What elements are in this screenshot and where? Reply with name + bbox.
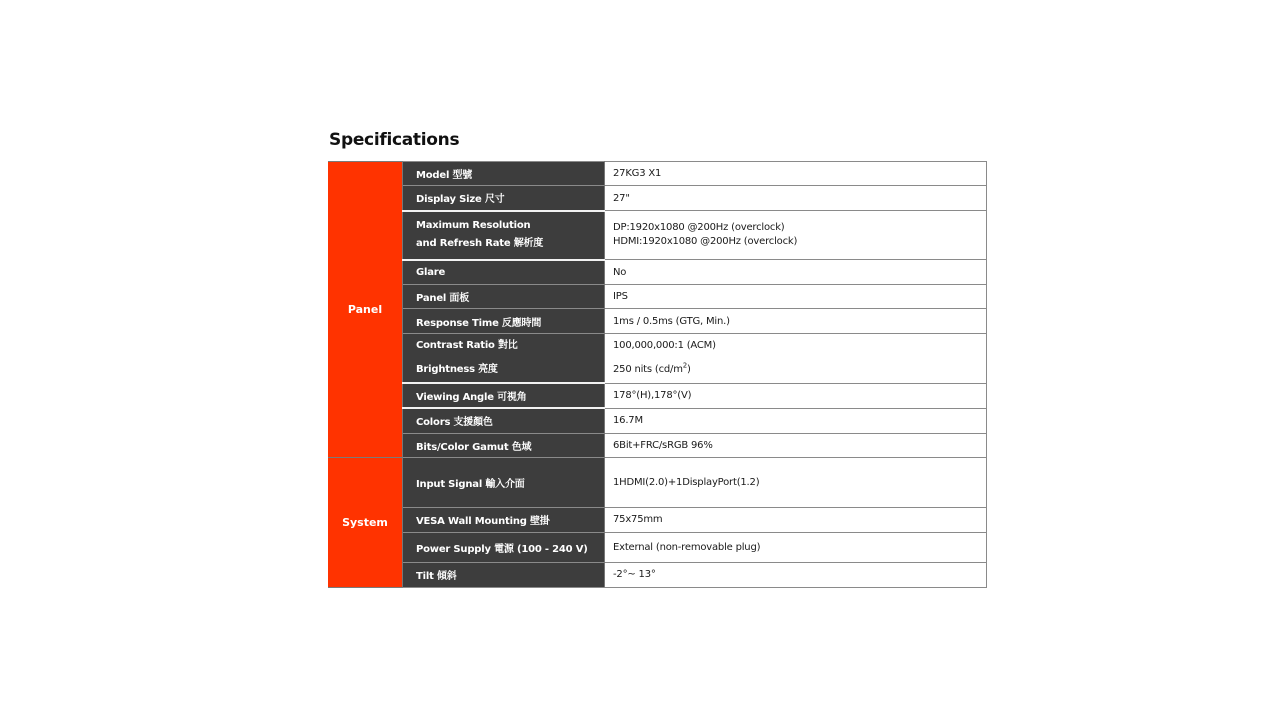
page-title: Specifications [329,130,460,150]
table-row [328,532,987,562]
table-row [328,260,987,285]
spec-value [605,211,987,260]
spec-value: 75x75mm [605,507,987,532]
table-row [328,162,987,186]
specifications-table [328,161,987,588]
spec-value: 27" [605,186,987,211]
spec-value: 6Bit+FRC/sRGB 96% [605,433,987,457]
spec-value: 27KG3 X1 [605,162,987,186]
spec-value: -2°~ 13° [605,562,987,587]
table-row [328,562,987,587]
spec-label: Viewing Angle 可視角 [403,383,605,408]
spec-value: 16.7M [605,408,987,433]
category-panel: Panel [328,162,403,458]
spec-value: External (non-removable plug) [605,532,987,562]
superscript: 2 [682,361,688,370]
spec-label: Bits/Color Gamut 色域 [403,433,605,457]
table-row [328,211,987,260]
brightness-value: 250 nits (cd/m [613,364,683,376]
table-row [328,383,987,408]
spec-label: Model 型號 [403,162,605,186]
spec-label: Tilt 傾斜 [403,562,605,587]
table-row [328,507,987,532]
spec-label: Power Supply 電源 (100 - 240 V) [403,532,605,562]
table-row [328,309,987,334]
category-system: System [328,457,403,587]
table-row [328,285,987,309]
spec-label-line: Contrast Ratio 對比 [416,340,518,351]
spec-label: Panel 面板 [403,285,605,309]
spec-label-line: and Refresh Rate 解析度 [416,238,544,249]
spec-value-line [613,358,986,382]
table-row [328,334,987,384]
spec-label: Glare [403,260,605,285]
spec-label: VESA Wall Mounting 壁掛 [403,507,605,532]
spec-value: 1ms / 0.5ms (GTG, Min.) [605,309,987,334]
spec-value-line: 100,000,000:1 (ACM) [613,340,716,352]
spec-value: 178°(H),178°(V) [605,383,987,408]
spec-value [605,334,987,384]
table-row [328,433,987,457]
spec-value-line: HDMI:1920x1080 @200Hz (overclock) [613,236,798,247]
spec-value: No [605,260,987,285]
spec-label: Input Signal 輸入介面 [403,457,605,507]
table-row [328,457,987,507]
spec-label: Display Size 尺寸 [403,186,605,211]
spec-label [403,211,605,260]
spec-value: 1HDMI(2.0)+1DisplayPort(1.2) [605,457,987,507]
spec-label: Colors 支援顏色 [403,408,605,433]
table-row [328,408,987,433]
spec-label [403,334,605,384]
spec-label-line: Brightness 亮度 [416,364,498,375]
spec-label: Response Time 反應時間 [403,309,605,334]
spec-value: IPS [605,285,987,309]
brightness-suffix: ) [687,364,691,376]
spec-label-line: Maximum Resolution [416,220,531,231]
table-row [328,186,987,211]
spec-value-line: DP:1920x1080 @200Hz (overclock) [613,222,785,233]
